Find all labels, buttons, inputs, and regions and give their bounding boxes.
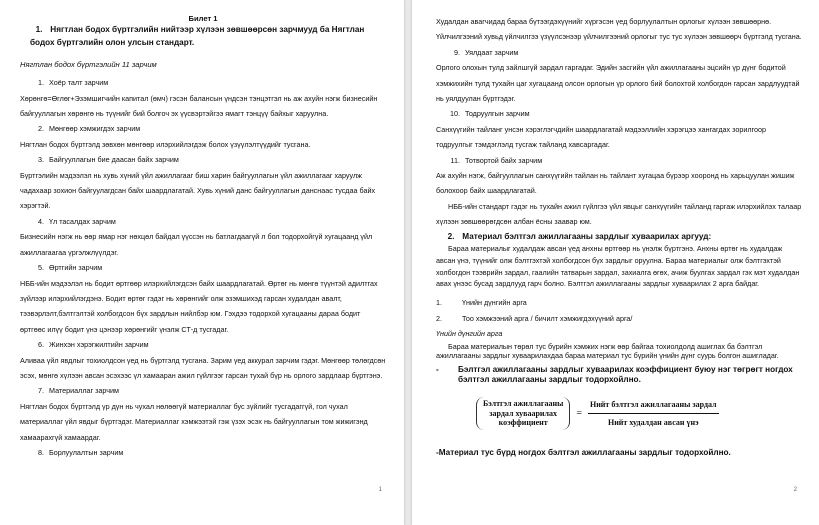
method-text: Тоо хэмжээний арга / бичилт хэмжигдэхүүний арга/ bbox=[462, 313, 633, 323]
principle-5-heading bbox=[20, 260, 386, 275]
principle-8-heading bbox=[20, 445, 386, 460]
principle-number: 1. bbox=[38, 78, 44, 88]
principle-11-heading bbox=[436, 153, 803, 168]
principle-7-heading bbox=[20, 383, 386, 398]
principle-number: 10. bbox=[450, 109, 460, 119]
principle-4-body: Бизнесийн нэгж нь өөр ямар нэг нөхцөл байдал үүссэн нь батлагдаагүй л бол тодорхойгүй хугацаанд үйл ажиллагаагаа үргэлжлүүлдэг. bbox=[20, 232, 373, 257]
formula-numerator: Нийт бэлтгэл ажиллагааны зардал bbox=[588, 397, 719, 414]
coefficient-formula bbox=[476, 391, 803, 437]
method-number: 2. bbox=[436, 313, 442, 323]
question-2-heading bbox=[436, 230, 803, 243]
formula-fraction bbox=[588, 397, 719, 431]
principle-1-heading bbox=[20, 75, 386, 90]
formula-left-line: коэффициент bbox=[498, 418, 548, 428]
method-1 bbox=[436, 295, 803, 310]
principle-2-body: Нягтлан бодох бүртгэлд зөвхөн мөнгөөр илэрхийлэгдэж болох үзүүлэлтүүдийг тусгана. bbox=[20, 139, 311, 149]
principle-title: Өртгийн зарчим bbox=[49, 263, 103, 273]
sales-principle-continued: Худалдан авагчидад бараа бүтээгдэхүүнийг хүргэсэн үед борлуулалтын орлогыг хүлээн зөвшөөрнө. Үйлчилгээний хувьд үйлчилгээ үзүүлсэнээр үйлчилгээний орлогыг тус тус хүлээн зөвшөөрч бүртгэлд тусгана. bbox=[436, 17, 802, 42]
principle-number: 11. bbox=[450, 155, 460, 165]
principle-title: Үл тасалдах зарчим bbox=[49, 216, 116, 226]
coefficient-step bbox=[436, 365, 803, 385]
method-2 bbox=[436, 311, 803, 326]
page-number: 2 bbox=[793, 487, 797, 493]
principles-subtitle: Нягтлан бодох бүртгэлийн 11 зарчим bbox=[20, 59, 157, 69]
principle-7-body: Нягтлан бодох бүртгэлд үр дүн нь чухал нөлөөгүй материаллаг бус зүйлийг тусгадаггүй, гол чухал материаллаг үйл явдыг бүртгэдэг. Материаллаг хэмжээтэй гэж үзэх эсэх нь байгууллагын том жижигэнд хамаарахгүй хамаардаг. bbox=[20, 401, 368, 442]
principle-number: 9. bbox=[454, 47, 460, 57]
principle-5-body: НББ-ийн мэдээлэл нь бодит өртгөөр илэрхийлэгдсэн байх шаардлагатай. Өртөг нь мөнгө түүнтэй адилтгах зүйлээр илэрхийлэгдэнэ. Бодит өртөг гэдэг нь хөрөнгийг олж эзэмшихэд гарсан худалдан авалт, тээвэрлэлт,бэлтгэлтэй холбогдсон бүх зардлын нийлбэр юм. Гэхдээ тодорхой хугацааны дараа бодит өртгөөс илүү бодит үнэ цэнээр хөрөнгийг үнэлж СТ-д тусгадаг. bbox=[20, 278, 378, 334]
principle-title: Тотвортой байх зарчим bbox=[465, 155, 543, 165]
question-2-number: 2. bbox=[447, 231, 455, 241]
document-page-2 bbox=[412, 0, 819, 525]
formula-left-term bbox=[476, 397, 570, 430]
principle-11-body: Аж ахуйн нэгж, байгууллагын санхүүгийн тайлан нь тайлант хугацаа бүрээр хооронд нь харьцуулан жишиж болохоор байх шаардлагатай. bbox=[436, 171, 795, 196]
principle-9-heading bbox=[436, 45, 803, 60]
question-1-heading bbox=[20, 23, 386, 50]
formula-left-line: Бэлтгэл ажиллагааны bbox=[483, 399, 564, 409]
ifrs-definition: НББ-ийн стандарт гэдэг нь тухайн ажил гүйлгээ үйл явцыг санхүүгийн тайланд гаргаж илэрхийлэх талаар хүлээн зөвшөөрөгдсөн албан ёсны заавар юм. bbox=[436, 201, 802, 227]
principle-3-heading bbox=[20, 152, 386, 167]
allocation-step: -Материал тус бүрд ногдох бэлтгэл ажиллагааны зардлыг тодорхойлно. bbox=[436, 447, 731, 457]
principle-number: 3. bbox=[38, 155, 44, 165]
principle-6-heading bbox=[20, 337, 386, 352]
question-1-number: 1. bbox=[35, 25, 43, 34]
principle-title: Тодруулгын зарчим bbox=[465, 109, 530, 119]
price-method-body: Бараа материалын төрөл тус бүрийн хэмжих нэгж өөр байгаа тохиолдолд ашиглах ба бэлтгэл ажиллагааны зардлыг хуваарилахдаа бараа материал тус бүрийн үнийн дүнг суурь болгон ашигладаг. bbox=[436, 341, 779, 360]
document-page-1 bbox=[0, 0, 404, 525]
principle-6-body: Аливаа үйл явдлыг тохиолдсон үед нь бүртгэлд тусгана. Зарим үед аккурал зарчим гэдэг. Мөнгөөр төлөгдсөн эсэх, мөнгө хүлээн авсан эсэхээс үл хамааран ажил гүйлгээг гарсан тухай бүр нь орлого зардлаар бүртгэнэ. bbox=[20, 355, 386, 380]
formula-denominator: Нийт худалдан авсан үнэ bbox=[607, 418, 699, 427]
principle-number: 5. bbox=[38, 263, 44, 273]
question-2-text: Материал бэлтгэл ажиллагааны зардлыг хуваарилах аргууд: bbox=[462, 231, 712, 241]
formula-left-line: зардал хуваарилах bbox=[489, 408, 558, 418]
principle-number: 6. bbox=[38, 340, 44, 350]
principle-3-body: Бүртгэлийн мэдээлэл нь хувь хүний үйл ажиллагааг биш харин байгууллагын үйл ажиллагааг харуулж чадахаар зохион байгуулагдсан байх шаардлагатай. Хувь хүний данс байгууллагын данснаас тусдаа байх хэрэгтэй. bbox=[20, 170, 376, 211]
principle-title: Мөнгөөр хэмжигдэх зарчим bbox=[49, 124, 141, 134]
principle-number: 8. bbox=[38, 447, 44, 457]
principle-10-body: Санхүүгийн тайланг унсэн хэрэглэгчдийн шаардлагатай мэдээллийн хэрэгцээ хангагдах зорилгоор тодруулгыг тэмдэглэлд тусгаж тайланд хавсаргадаг. bbox=[436, 124, 766, 150]
principle-4-heading bbox=[20, 214, 386, 229]
ticket-title: Билет 1 bbox=[188, 14, 218, 23]
principle-title: Борлуулалтын зарчим bbox=[49, 447, 124, 457]
principle-number: 7. bbox=[38, 386, 44, 396]
principle-10-heading bbox=[436, 106, 803, 121]
dash-marker: - bbox=[436, 364, 439, 374]
principle-title: Хоёр талт зарчим bbox=[49, 78, 109, 88]
principle-9-body: Орлого олохын тулд зайлшгүй зардал гаргадаг. Эдийн засгийн үйл ажиллагааны эцсийн үр дүнг бодитой хэмжихийн тулд тухайн цаг хугацаанд олсон орлогын үр орлого бий болохтой холбогдон гарсан зардлуудтай нь уялдуулан бүртгэдэг. bbox=[436, 63, 800, 104]
principle-title: Жинхэн хэрэгжилтийн зарчим bbox=[49, 340, 149, 350]
price-method-subtitle: Үнийн дүнгийн арга bbox=[436, 329, 503, 339]
method-text: Үнийн дүнгийн арга bbox=[462, 298, 527, 308]
page-number: 1 bbox=[378, 487, 382, 493]
method-number: 1. bbox=[436, 298, 442, 308]
question-1-text: Нягтлан бодох бүртгэлийн нийтээр хүлээн зөвшөөрсөн зарчмууд ба Нягтлан бодох бүртгэлийн олон улсын стандарт. bbox=[30, 25, 365, 48]
principle-number: 2. bbox=[38, 124, 44, 134]
principle-1-body: Хөрөнгө=Өглөг+Эзэмшигчийн капитал (өмч) гэсэн балансын үндсэн тэнцэтгэл нь аж ахуйн нэгж бизнесийн байгууллагын хөрөнгө нь түүнийг бий болгоч эх үүсвэртэйгээ ямагт тэнцүү байхыг харуулна. bbox=[20, 93, 378, 119]
principle-number: 4. bbox=[38, 216, 44, 226]
principle-title: Байгууллагын бие даасан байх зарчим bbox=[49, 155, 179, 165]
principle-title: Материаллаг зарчим bbox=[49, 386, 119, 396]
principle-2-heading bbox=[20, 121, 386, 136]
coefficient-step-text: Бэлтгэл ажиллагааны зардлыг хуваарилах коэффициент буюу нэг төгрөгт ногдох бэлтгэл ажиллагааны зардлыг тодорхойлно. bbox=[458, 364, 793, 384]
principle-title: Уялдаат зарчим bbox=[465, 47, 519, 57]
formula-equals: = bbox=[576, 407, 582, 419]
question-2-body: Бараа материалыг худалдаж авсан үед анхны өртгөөр нь үнэлж бүртгэнэ. Анхны өртөг нь худалдаж авсан үнэ, түүнийг олж бэлтгэхтэй холбогдсон бүх зардлыг оруулна. Бараа материалыг олж бэлтгэхтэй холбогдон тээврийн зардал, гаалийн татварын зардал, захиалга өгөх, ачиж буулгах зардал гэх мэт худалдан авах үнээс бусад зардлууд гарч болно. Бэлтгэл ажиллагааны зардлыг хуваарилах 2 арга байдаг. bbox=[436, 244, 800, 289]
